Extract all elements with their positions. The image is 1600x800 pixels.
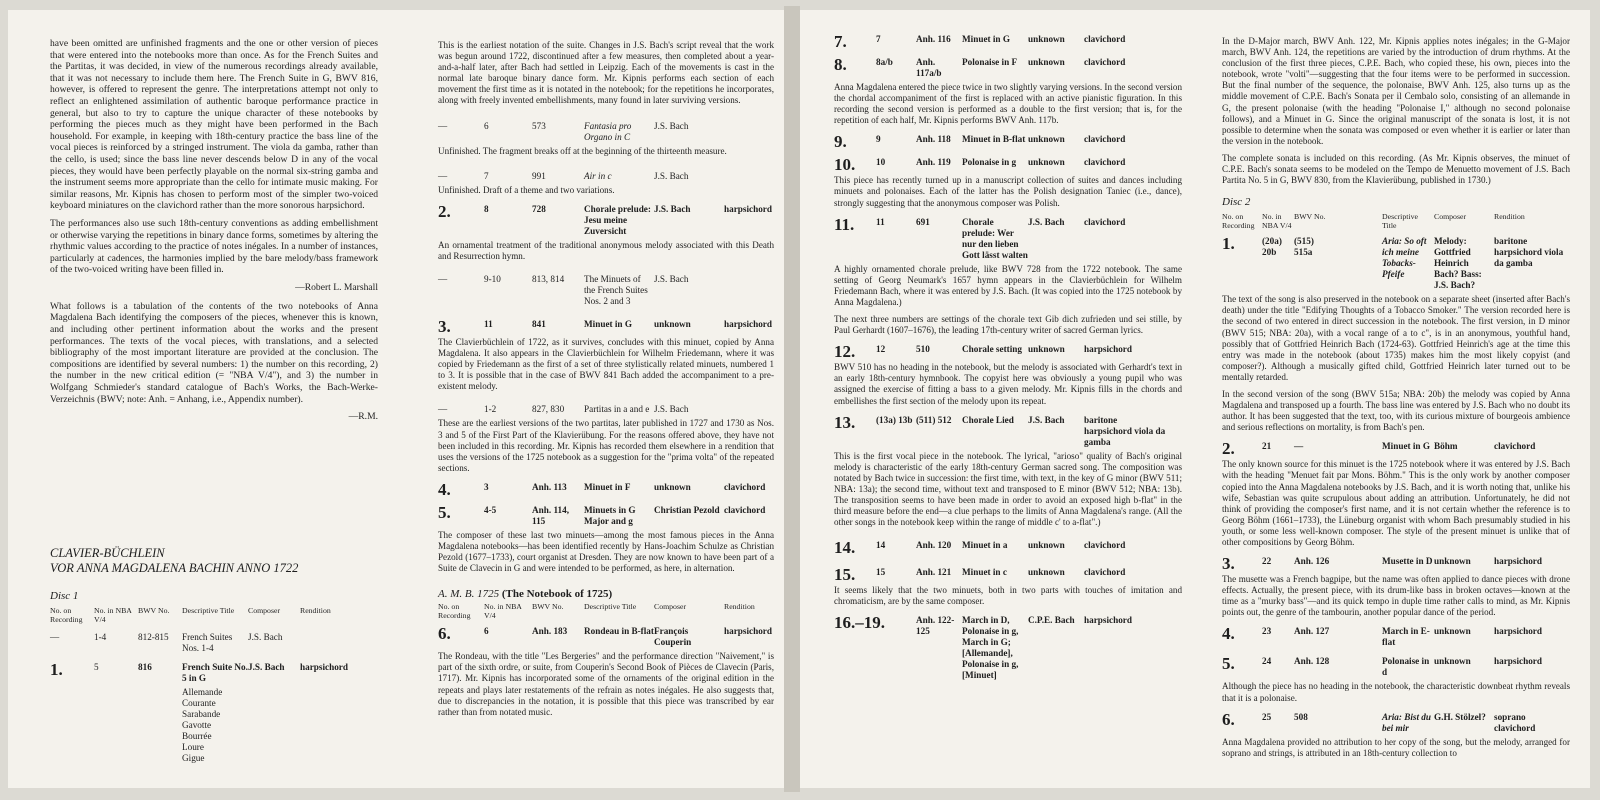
cell-text: Böhm [1434, 441, 1458, 452]
cell-text: J.S. Bach [654, 170, 689, 181]
cell-text: Bourrée [182, 731, 212, 742]
cell-text: J.S. Bach [654, 404, 689, 415]
table-row [834, 132, 1182, 152]
cell-text: 1-2 [484, 404, 497, 415]
cell-text: Anh. 126 [1294, 556, 1330, 567]
cell-text: 23 [1262, 626, 1272, 637]
signature: —Robert L. Marshall [295, 281, 378, 293]
cell-text: unknown [1028, 134, 1065, 145]
cell-text: 22 [1262, 556, 1272, 567]
cell-text: Musette in D [1382, 556, 1433, 567]
cell-text: 11 [876, 216, 885, 227]
cell-text: Composer [654, 602, 687, 612]
cell-text: harpsichord [1494, 626, 1542, 637]
cell-text: unknown [1028, 540, 1065, 551]
cell-text: BWV No. [1294, 212, 1326, 222]
cell-text: 4. [438, 479, 451, 499]
cell-text: Air in c [584, 170, 612, 181]
cell-text: clavichord [1084, 57, 1126, 67]
cell-text: Minuet in c [962, 567, 1007, 578]
cell-text: Polonaise in d [1382, 656, 1430, 678]
cell-text: 14 [876, 540, 886, 551]
cell-text: 11. [834, 214, 855, 234]
table-row [834, 565, 1182, 585]
cell-text: 827, 830 [532, 404, 565, 415]
table-row [438, 404, 774, 415]
cell-text: 5. [438, 502, 451, 522]
section-subtitle: VOR ANNA MAGDALENA BACHIN ANNO 1722 [50, 561, 299, 576]
cell-text: 812-815 [138, 632, 169, 643]
cell-text: 21 [1262, 441, 1272, 452]
cell-text: J.S. Bach [654, 273, 689, 284]
note: In the D-Major march, BWV Anh. 122, Mr. Kipnis applies notes inégales; in the G-Major march, BWV Anh. 124, the repetitions are varied by the introduction of drum rhythms. At the conclusion of the first three pieces, C.P.E. Bach, who copied these, his own, pieces into the notebook, wrote "volti"—suggesting that the four items were to be performed in succession. But the final number of the sequence, the polonaise, BWV Anh. 125, also turns up as the middle movement of C.P.E. Bach's Sonata per il Cembalo solo, consisting of an allemande in G, the present polonaise (with the heading "Polonaise I," although no second polonaise follows), and a Minuet in G. Since the original manuscript of the sonata is lost, it is not possible to determine when the sonata was composed or even whether it is earlier or later than the version in the notebook. [1222, 36, 1570, 146]
cell-text: clavichord [1084, 540, 1126, 551]
cell-text: 13. [834, 412, 856, 432]
cell-text: Anh. 117a/b [916, 57, 942, 78]
cell-text: Aria: Bist du bei mir [1382, 711, 1432, 733]
cell-text: Anh. 119 [916, 157, 951, 168]
table-row [438, 274, 774, 307]
table-row [834, 615, 1182, 681]
cell-text: J.S. Bach [248, 632, 283, 643]
cell-text: Loure [182, 742, 204, 753]
cell-text: Aria: So oft ich meine Tobacks-Pfeife [1382, 236, 1427, 280]
note: These are the earliest versions of the two partitas, later published in 1727 and 1730 as Nos. 3 and 5 of the First Part of the Klavierübung. For the reasons offered above, they have not been included in this recording. Mr. Kipnis has recorded them elsewhere in a rendition that uses the versions of the 1725 notebook as a suggestion for the "prima volta" of the repeated sections. [438, 418, 774, 473]
cell-text: Minuet in B-flat [962, 134, 1026, 145]
cell-text: 510 [916, 344, 930, 355]
cell-text: clavichord [1084, 216, 1126, 227]
table-row [438, 316, 774, 336]
cell-text: Sarabande [182, 709, 221, 720]
cell-text: (13a) 13b [876, 414, 913, 425]
cell-text: 573 [532, 120, 546, 131]
cell-text: 8 [484, 203, 489, 214]
cell-text: harpsichord [1494, 556, 1542, 567]
cell-text: J.S. Bach [654, 203, 691, 214]
cell-text: 9. [834, 132, 847, 152]
cell-text: Rendition [300, 606, 331, 616]
table-row [438, 479, 774, 499]
cell-text: — [1294, 441, 1304, 452]
table-row [438, 171, 774, 182]
cell-text: J.S. Bach [1028, 216, 1065, 227]
cell-text: Melody: Gottfried Heinrich Bach? Bass: J.S. Bach? [1434, 236, 1482, 291]
cell-text: 6. [1222, 709, 1235, 729]
cell-text: 6 [484, 626, 489, 637]
cell-text: Anh. 128 [1294, 656, 1330, 667]
cell-text: unknown [1434, 556, 1471, 567]
cell-text: clavichord [724, 481, 766, 492]
table-row [1222, 554, 1570, 574]
cell-text: No. on Recording [1222, 212, 1255, 231]
cell-text: French Suites Nos. 1-4 [182, 632, 233, 654]
cell-text: A. M. B. 1725 [438, 588, 500, 601]
cell-text: Anh. 113 [532, 481, 567, 492]
table-row [834, 34, 1182, 49]
cell-text: (20a) 20b [1262, 236, 1282, 258]
cell-text: unknown [1434, 626, 1471, 637]
note: The next three numbers are settings of the chorale text Gib dich zufrieden und sei stille, by Paul Gerhardt (1607–1676), the leading 17th-century writer of sacred German lyrics. [834, 314, 1182, 336]
cell-text: 7. [834, 32, 847, 51]
cell-text: Minuets in G Major and g [584, 504, 636, 526]
cell-text: unknown [654, 481, 691, 492]
center-gutter [784, 6, 800, 792]
cell-text: 10 [876, 157, 886, 168]
cell-text: Anh. 120 [916, 540, 952, 551]
table-header [438, 602, 774, 620]
cell-text: 1-4 [94, 632, 107, 643]
cell-text: Minuet in F [584, 481, 631, 492]
cell-text: Minuet in G [584, 318, 632, 329]
cell-text: François Couperin [654, 626, 692, 648]
cell-text: 3. [438, 316, 451, 336]
cell-text: soprano clavichord [1494, 711, 1536, 733]
section-title [438, 588, 774, 600]
cell-text: 691 [916, 216, 930, 227]
cell-text: unknown [654, 318, 691, 329]
cell-text: harpsichord [1084, 615, 1132, 626]
cell-text: 15. [834, 565, 856, 585]
cell-text: March in E-flat [1382, 626, 1430, 648]
cell-text: Descriptive Title [182, 606, 235, 616]
cell-text: Allemande [182, 687, 223, 698]
cell-text: unknown [1434, 656, 1471, 667]
cell-text: Polonaise in F [962, 57, 1018, 67]
table-header [1222, 212, 1570, 230]
cell-text: 4-5 [484, 504, 497, 515]
cell-text: Gavotte [182, 720, 212, 731]
cell-text: unknown [1028, 34, 1065, 44]
table-row [834, 412, 1182, 448]
table-row [834, 214, 1182, 261]
cell-text: 6 [484, 120, 489, 131]
cell-text: 5. [1222, 654, 1235, 674]
cell-text: harpsichord [300, 662, 348, 673]
cell-text: 12 [876, 344, 886, 355]
page-1 [8, 10, 392, 788]
cell-text: Anh. 122-125 [916, 615, 955, 637]
cell-text: 508 [1294, 711, 1308, 722]
cell-text: Minuet in a [962, 540, 1008, 551]
cell-text: 7 [876, 34, 881, 44]
cell-text: Rendition [1494, 212, 1525, 222]
note: The Rondeau, with the title "Les Bergeries" and the performance direction "Naivement," is part of the sixth ordre, or suite, from Couperin's Second Book of Pièces de Clavecin (Paris, 1717). Mr. Kipnis has incorporated some of the ornaments of the original edition in the repeats and plays later restatements of the refrain as notes inégales. He also suggests that, due to discrepancies in the notation, it is possible that this piece was transcribed by ear rather than from notated music. [438, 651, 774, 717]
note: Anna Magdalena provided no attribution to her copy of the song, but the melody, arranged for soprano and strings, is attributed in an 18th-century collection to [1222, 736, 1570, 758]
cell-text: unknown [1028, 157, 1065, 168]
cell-text: 1. [50, 660, 63, 680]
cell-text: No. in NBA V/4 [484, 602, 522, 621]
note: Unfinished. The fragment breaks off at the beginning of the thirteenth measure. [438, 145, 727, 156]
disc-heading: Disc 1 [50, 590, 79, 603]
cell-text: harpsichord [1494, 656, 1542, 667]
cell-text: clavichord [1084, 34, 1126, 44]
cell-text: baritone harpsichord viola da gamba [1494, 236, 1564, 269]
section-title: CLAVIER-BÜCHLEIN [50, 546, 165, 561]
table-row [438, 201, 774, 237]
cell-text: March in D, Polonaise in g, March in G; [Allemande], Polonaise in g, [Minuet] [962, 615, 1019, 681]
cell-text: 9-10 [484, 273, 501, 284]
note: Unfinished. Draft of a theme and two variations. [438, 184, 615, 195]
table-row [1222, 626, 1570, 648]
signature: —R.M. [348, 411, 378, 423]
cell-text: BWV No. [532, 602, 564, 612]
cell-text: J.S. Bach [654, 120, 689, 131]
cell-text: unknown [1028, 567, 1065, 578]
cell-text: — [438, 170, 448, 181]
page-2 [392, 10, 784, 788]
cell-text: Gigue [182, 753, 205, 764]
cell-text: Minuet in G [1382, 441, 1430, 452]
cell-text: Rendition [724, 602, 755, 612]
cell-text: French Suite No. 5 in G [182, 662, 248, 684]
cell-text: clavichord [1084, 157, 1126, 168]
cell-text: No. on Recording [50, 606, 83, 625]
cell-text: G.H. Stölzel? [1434, 711, 1486, 722]
cell-text: 728 [532, 203, 546, 214]
cell-text: Anh. 121 [916, 567, 952, 578]
cell-text [1334, 212, 1382, 230]
cell-text: 816 [138, 662, 152, 673]
cell-text: 16.–19. [834, 613, 885, 633]
note: BWV 510 has no heading in the notebook, but the melody is associated with Gerhardt's text in an early 18th-century hymnbook. The copyist here was obviously a young pupil who was assigned the exercise of fitting a bass to a given melody. Mr. Kipnis fills in the chords and embellishes the first section of the melody upon its repeat. [834, 362, 1182, 406]
cell-text: 9 [876, 134, 881, 145]
cell-text: Anh. 183 [532, 626, 568, 637]
cell-text: Chorale setting [962, 344, 1022, 355]
movement-list [182, 687, 378, 764]
cell-text: — [438, 404, 448, 415]
cell-text: Composer [248, 606, 281, 616]
page-3 [800, 10, 1192, 788]
cell-text: harpsichord [724, 626, 772, 637]
cell-text: unknown [1028, 344, 1065, 355]
cell-text: harpsichord [1084, 344, 1132, 355]
cell-text: Courante [182, 698, 216, 709]
disc-heading: Disc 2 [1222, 196, 1251, 209]
cell-text: 6. [438, 624, 451, 644]
cell-text: (The Notebook of 1725) [501, 588, 613, 601]
cell-text: Fantasia pro Organo in C [584, 120, 632, 142]
cell-text: 12. [834, 342, 856, 362]
cell-text: clavichord [1494, 441, 1536, 452]
page-4 [1192, 10, 1590, 788]
table-row [834, 155, 1182, 175]
paragraph: What follows is a tabulation of the contents of the two notebooks of Anna Magdalena Bach identifying the composers of the pieces, whenever this is known, and including other pertinent information about the works and the present performances. The texts of the vocal pieces, with translations, and a selected bibliography of the most important literature are provided at the conclusion. The compositions are identified by several numbers: 1) the number on this recording, 2) the number in the new critical edition (= "NBA V/4"), and 3) the number in Wolfgang Schmieder's standard catalogue of Bach's Works, the Bach-Werke-Verzeichnis (BWV; note: Anh. = Anhang, i.e., Appendix number). [50, 300, 378, 405]
cell-text: 8. [834, 55, 847, 74]
table-row [438, 121, 774, 143]
cell-text: Partitas in a and e [584, 404, 650, 415]
cell-text: 24 [1262, 656, 1272, 667]
table-row [834, 538, 1182, 558]
cell-text: Christian Pezold [654, 504, 720, 515]
cell-text: clavichord [1084, 567, 1126, 578]
cell-text: Anh. 116 [916, 34, 951, 44]
table-row [438, 626, 774, 648]
note: The only known source for this minuet is the 1725 notebook where it was entered by J.S. Bach with the heading "Menuet fait par Mons. Böhm." This is the only work by another composer copied into the Anna Magdalena notebooks by J.S. Bach, and it is worth noting that, unlike his wife, Sebastian was quite scrupulous about adding an attribution. Unfortunately, he did not think of providing the composer's first name, and it is not certain whether the reference is to Georg Böhm (1661–1733), the Lüneburg organist with whom Bach presumably studied in his youth, or some less well-known composer. The style of the present minuet is unlike that of other compositions by Georg Böhm. [1222, 459, 1570, 547]
table-row [50, 632, 378, 654]
cell-text: Polonaise in g [962, 157, 1017, 168]
cell-text: Anh. 118 [916, 134, 951, 145]
cell-text: Minuet in G [962, 34, 1010, 44]
cell-text: Chorale Lied [962, 414, 1014, 425]
cell-text: Anh. 114, 115 [532, 504, 570, 526]
cell-text: No. in NBA V/4 [1262, 212, 1292, 231]
cell-text: 2. [1222, 439, 1235, 459]
note: This is the first vocal piece in the notebook. The lyrical, "arioso" quality of Bach's original melody is characteristic of the early 18th-century German sacred song. The composition was notated by Bach twice in succession: the first time, with text, in the key of G minor (BWV 511; NBA: 13a); the second time, without text and transposed to E minor (BWV 512; NBA: 13b). The transposition seems to have been made in order to avoid an exposed high b-flat" in the third measure before the end—a clue perhaps to the limits of Anna Magdalena's range. (All the other songs in the notebook keep within the range of middle c' to a-flat".) [834, 450, 1182, 528]
table-row [438, 502, 774, 527]
note: Anna Magdalena entered the piece twice in two slightly varying versions. In the second version the chordal accompaniment of the first is replaced with an active pianistic figuration. In this recording the second version is performed as a double to the first version; that is, for the repetition of each half, Mr. Kipnis performs BWV Anh. 117b. [834, 82, 1182, 126]
cell-text: 25 [1262, 711, 1272, 722]
cell-text: 813, 814 [532, 273, 565, 284]
cell-text: C.P.E. Bach [1028, 615, 1075, 626]
cell-text: Descriptive Title [584, 602, 637, 612]
note: The complete sonata is included on this recording. (As Mr. Kipnis observes, the minuet of C.P.E. Bach's sonata seems to be modeled on the Tempo de Menuetto movement of J.S. Bach Partita No. 5 in G, BWV 830, from the Klavierübung, published in 1730.) [1222, 152, 1570, 186]
cell-text: 15 [876, 567, 886, 578]
cell-text: J.S. Bach [248, 662, 285, 673]
cell-text: Anh. 127 [1294, 626, 1330, 637]
cell-text: Composer [1434, 212, 1467, 222]
table-row [1222, 656, 1570, 678]
cell-text: BWV No. [138, 606, 170, 616]
cell-text: 14. [834, 538, 856, 558]
table-row [834, 57, 1182, 79]
cell-text: unknown [1028, 57, 1065, 67]
cell-text: 10. [834, 155, 856, 175]
note: The musette was a French bagpipe, but the name was often applied to dance pieces with drone effects. Actually, the present piece, with its drum-like bass in broken octaves—known at the time as a "murky bass"—and its quick tempo in duple time rather calls to mind, as Mr. Kipnis points out, the genre of the tambourin, another popular dance of the period. [1222, 574, 1570, 618]
table-row [1222, 439, 1570, 459]
note: The text of the song is also preserved in the notebook on a separate sheet (inserted after Bach's death) under the title "Edifying Thoughts of a Tobacco Smoker." The version recorded here is the second of two entered in direct succession in the notebook. The first version, in D minor (BWV 515; NBA: 20a), with a vocal range of a to c", is in an anonymous, youthful hand, possibly that of Gottfried Heinrich Bach (1724-63). Gottfried Heinrich's age at the time this entry was made in the notebook (about 1735) makes him the most likely copyist (and composer?). Although a musically gifted child, Gottfried Heinrich later turned out to be mentally retarded. [1222, 294, 1570, 382]
cell-text: J.S. Bach [1028, 414, 1065, 425]
cell-text: Rondeau in B-flat [584, 626, 654, 637]
note: The composer of these last two minuets—among the most famous pieces in the Anna Magdalena notebooks—has been identified recently by Hans-Joachim Schulze as Christian Pezold (1677–1733), court organist at Dresden. They are now known to have been part of a Suite de Clavecin in G and were intended to be performed, as here, in alternation. [438, 529, 774, 574]
cell-text: (515) 515a [1294, 236, 1314, 258]
cell-text: 7 [484, 170, 489, 181]
note: In the second version of the song (BWV 515a; NBA: 20b) the melody was copied by Anna Magdalena and transposed up a fourth. The bass line was entered by J.S. Bach who no doubt its author. It has been suggested that the text, too, with its curious mixture of bourgeois ambience and serious reflections on mortality, is from Bach's pen. [1222, 388, 1570, 433]
table-row [50, 662, 378, 684]
cell-text: harpsichord [724, 203, 772, 214]
cell-text: No. in NBA V/4 [94, 606, 132, 625]
paragraph: have been omitted are unfinished fragments and the one or other version of pieces that were entered into the notebooks more than once. As for the French Suites and the Partitas, it was decided, in view of the numerous recordings already available, that it was not necessary to include them here. The French Suite in G, BWV 816, however, is offered to represent the genre. The interpretations attempt not only to reflect an enlightened assimilation of authentic baroque performance practice in general, but also to try to capture the unique character of these notebooks by performing the pieces much as they might have been performed in the Bach household. For example, in keeping with 18th-century practice the bass line of the vocal pieces is reinforced by a stringed instrument. The viola da gamba, rather than the cello, is used; since the bass line never descends below D in any of the vocal pieces, they would have been perfectly playable on the normal six-string gamba and the instrument seems more appropriate than the cello for intimate music making. For similar reasons, Mr. Kipnis has chosen to perform most of the simpler two-voiced keyboard miniatures on the clavichord rather than the more sonorous harpsichord. [50, 38, 378, 212]
cell-text: (511) 512 [916, 414, 952, 425]
cell-text: 1. [1222, 234, 1235, 254]
cell-text: 5 [94, 662, 99, 673]
cell-text: No. on Recording [438, 602, 471, 621]
cell-text: clavichord [724, 504, 766, 515]
table-row [1222, 236, 1570, 291]
note: The Clavierbüchlein of 1722, as it survives, concludes with this minuet, copied by Anna Magdalena. It also appears in the Clavierbüchlein for Wilhelm Friedemann, where it was copied by Friedemann as the first of a set of three stylistically related minuets, numbered 1 to 3. It is possible that in the case of BWV 841 Bach added the accompaniment to a pre-existent melody. [438, 336, 774, 392]
cell-text: 3. [1222, 554, 1235, 574]
cell-text: clavichord [1084, 134, 1126, 145]
cell-text: 8a/b [876, 57, 893, 67]
table-row [834, 342, 1182, 362]
note: A highly ornamented chorale prelude, like BWV 728 from the 1722 notebook. The same setting of Georg Neumark's 1657 hymn appears in the Clavierbüchlein for Wilhelm Friedemann Bach, where it was entered by J.S. Bach. (It was copied into the 1725 notebook by Anna Magdalena.) [834, 263, 1182, 307]
cell-text: 2. [438, 201, 451, 221]
table-header [50, 606, 378, 624]
cell-text: Chorale prelude: Wer nur den lieben Gott lässt walten [962, 216, 1028, 260]
note: It seems likely that the two minuets, both in two parts with touches of imitation and chromaticism, are by the same composer. [834, 585, 1182, 607]
table-row [1222, 709, 1570, 734]
cell-text: harpsichord [724, 318, 772, 329]
note: An ornamental treatment of the traditional anonymous melody associated with this Death and Resurrection hymn. [438, 239, 774, 261]
cell-text: Chorale prelude: Jesu meine Zuversicht [584, 203, 651, 236]
cell-text: 11 [484, 318, 493, 329]
cell-text: 991 [532, 170, 546, 181]
cell-text: baritone harpsichord viola da gamba [1084, 414, 1166, 447]
cell-text: The Minuets of the French Suites Nos. 2 and 3 [584, 273, 648, 306]
cell-text: — [50, 632, 60, 643]
cell-text: 3 [484, 481, 489, 492]
cell-text: 4. [1222, 624, 1235, 644]
paragraph: The performances also use such 18th-century conventions as adding embellishment or otherwise varying the repetitions in binary dance forms, sometimes by altering the rhythmic values according to the practice of notes inégales. In a number of instances, particularly at cadences, the harmonies implied by the bare melody/bass framework of the two-voiced writing have been filled in. [50, 217, 378, 276]
paragraph: This is the earliest notation of the suite. Changes in J.S. Bach's script reveal that the work was begun around 1722, discontinued after a few measures, then completed about a year-and-a-half later, after Bach had settled in Leipzig. Each of the movements is cast in the normal late baroque binary dance form. Mr. Kipnis performs each section of each movement the first time as it is notated in the notebook; for the repetitions he incorporates, along with freely invented embellishments, many found in later surviving versions. [438, 40, 774, 106]
cell-text: Descriptive Title [1382, 212, 1418, 231]
cell-text: — [438, 273, 448, 284]
cell-text: — [438, 120, 448, 131]
note: Although the piece has no heading in the notebook, the characteristic downbeat rhythm reveals that it is a polonaise. [1222, 681, 1570, 703]
note: This piece has recently turned up in a manuscript collection of suites and dances including minuets and polonaises. Each of the latter has the Polish designation Taniec (i.e., dance), strongly suggesting that the anonymous composer was Polish. [834, 175, 1182, 208]
cell-text: 841 [532, 318, 546, 329]
